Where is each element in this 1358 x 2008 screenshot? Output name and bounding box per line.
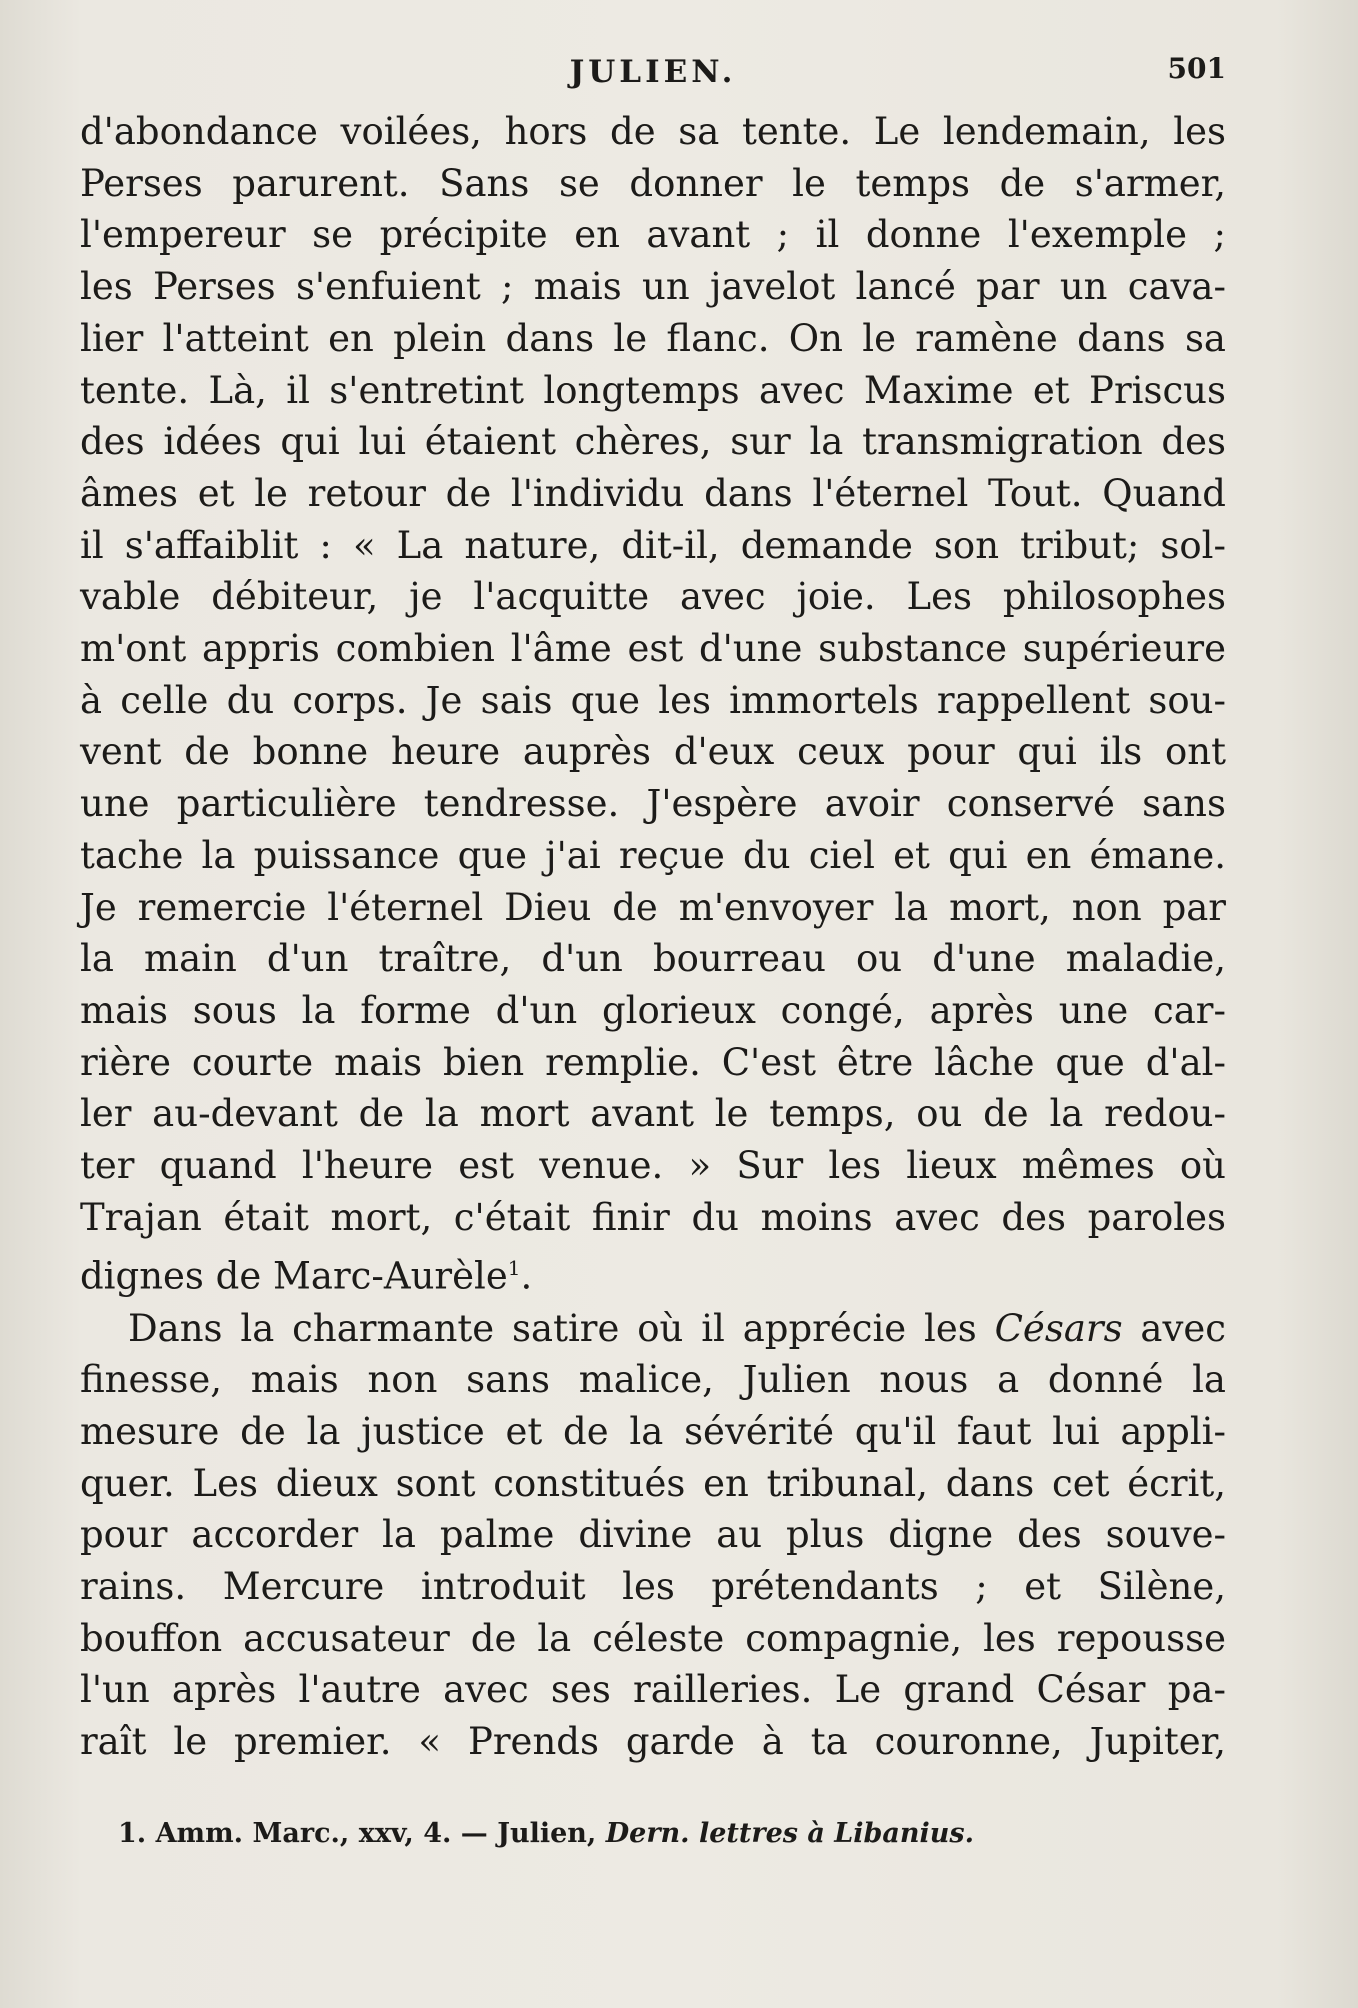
- text-line: Trajan était mort, c'était finir du moins avec des paroles: [80, 1195, 1226, 1239]
- text-line-first: [80, 1303, 1226, 1355]
- text-line: à celle du corps. Je sais que les immortels rappellent sou-: [80, 678, 1226, 722]
- text-line: lier l'atteint en plein dans le flanc. On le ramène dans sa: [80, 316, 1226, 360]
- text-line: rains. Mercure introduit les prétendants ; et Silène,: [80, 1565, 1226, 1609]
- footnote-italic: Dern. lettres à Libanius.: [605, 1818, 974, 1849]
- text-line: mais sous la forme d'un glorieux congé, après une car-: [80, 988, 1226, 1032]
- text-line-last: dignes de Marc-Aurèle$^1$.: [80, 1254, 533, 1298]
- running-head: [80, 48, 1226, 104]
- text-line: quer. Les dieux sont constitués en tribunal, dans cet écrit,: [80, 1461, 1226, 1505]
- text-line: une particulière tendresse. J'espère avoir conservé sans: [80, 782, 1226, 826]
- text-line: les Perses s'enfuient ; mais un javelot lancé par un cava-: [80, 265, 1226, 309]
- text-line: Perses parurent. Sans se donner le temps de s'armer,: [80, 161, 1226, 205]
- running-title: JULIEN.: [569, 54, 737, 90]
- text-line: raît le premier. « Prends garde à ta couronne, Jupiter,: [80, 1720, 1226, 1764]
- text-line: la main d'un traître, d'un bourreau ou d'une maladie,: [80, 937, 1226, 981]
- footnote-text: Amm. Marc., xxv, 4. — Julien,: [155, 1818, 606, 1849]
- text-line: tente. Là, il s'entretint longtemps avec Maxime et Priscus: [80, 368, 1226, 412]
- footnote-number: 1.: [118, 1818, 147, 1849]
- text-line: ter quand l'heure est venue. » Sur les lieux mêmes où: [80, 1144, 1226, 1188]
- text-line: d'abondance voilées, hors de sa tente. Le lendemain, les: [80, 110, 1226, 153]
- text-line: mesure de la justice et de la sévérité qu'il faut lui appli-: [80, 1409, 1226, 1453]
- text-line: l'empereur se précipite en avant ; il donne l'exemple ;: [80, 213, 1226, 257]
- text-line: bouffon accusateur de la céleste compagnie, les repousse: [80, 1616, 1226, 1660]
- footnote: [118, 1818, 1218, 1849]
- italic-title: Césars: [994, 1306, 1123, 1350]
- text-line: ler au-devant de la mort avant le temps, ou de la redou-: [80, 1092, 1226, 1136]
- text-line: tache la puissance que j'ai reçue du ciel et qui en émane.: [80, 833, 1226, 877]
- text-line: Je remercie l'éternel Dieu de m'envoyer la mort, non par: [80, 885, 1226, 929]
- footnote-reference: 1: [507, 1256, 521, 1281]
- text-line: rière courte mais bien remplie. C'est être lâche que d'al-: [80, 1040, 1226, 1084]
- text-fragment: Dans la charmante satire où il apprécie les: [128, 1306, 995, 1350]
- text-fragment: avec: [1122, 1306, 1226, 1350]
- text-line: pour accorder la palme divine au plus digne des souve-: [80, 1513, 1226, 1557]
- paragraph-1: [80, 106, 1226, 1303]
- text-line: âmes et le retour de l'individu dans l'éternel Tout. Quand: [80, 471, 1226, 515]
- text-fragment: dignes de Marc-Aurèle: [80, 1254, 508, 1298]
- text-line: il s'affaiblit : « La nature, dit-il, demande son tribut; sol-: [80, 523, 1226, 567]
- paragraph-2: [80, 1303, 1226, 1768]
- text-line: vable débiteur, je l'acquitte avec joie. Les philosophes: [80, 575, 1226, 619]
- text-line: finesse, mais non sans malice, Julien nous a donné la: [80, 1358, 1226, 1402]
- text-line: l'un après l'autre avec ses railleries. Le grand César pa-: [80, 1668, 1226, 1712]
- text-line: des idées qui lui étaient chères, sur la transmigration des: [80, 420, 1226, 464]
- page-number: 501: [1167, 52, 1226, 85]
- body-text: [80, 106, 1226, 1768]
- text-line: vent de bonne heure auprès d'eux ceux pour qui ils ont: [80, 730, 1226, 774]
- text-line: m'ont appris combien l'âme est d'une substance supérieure: [80, 627, 1226, 671]
